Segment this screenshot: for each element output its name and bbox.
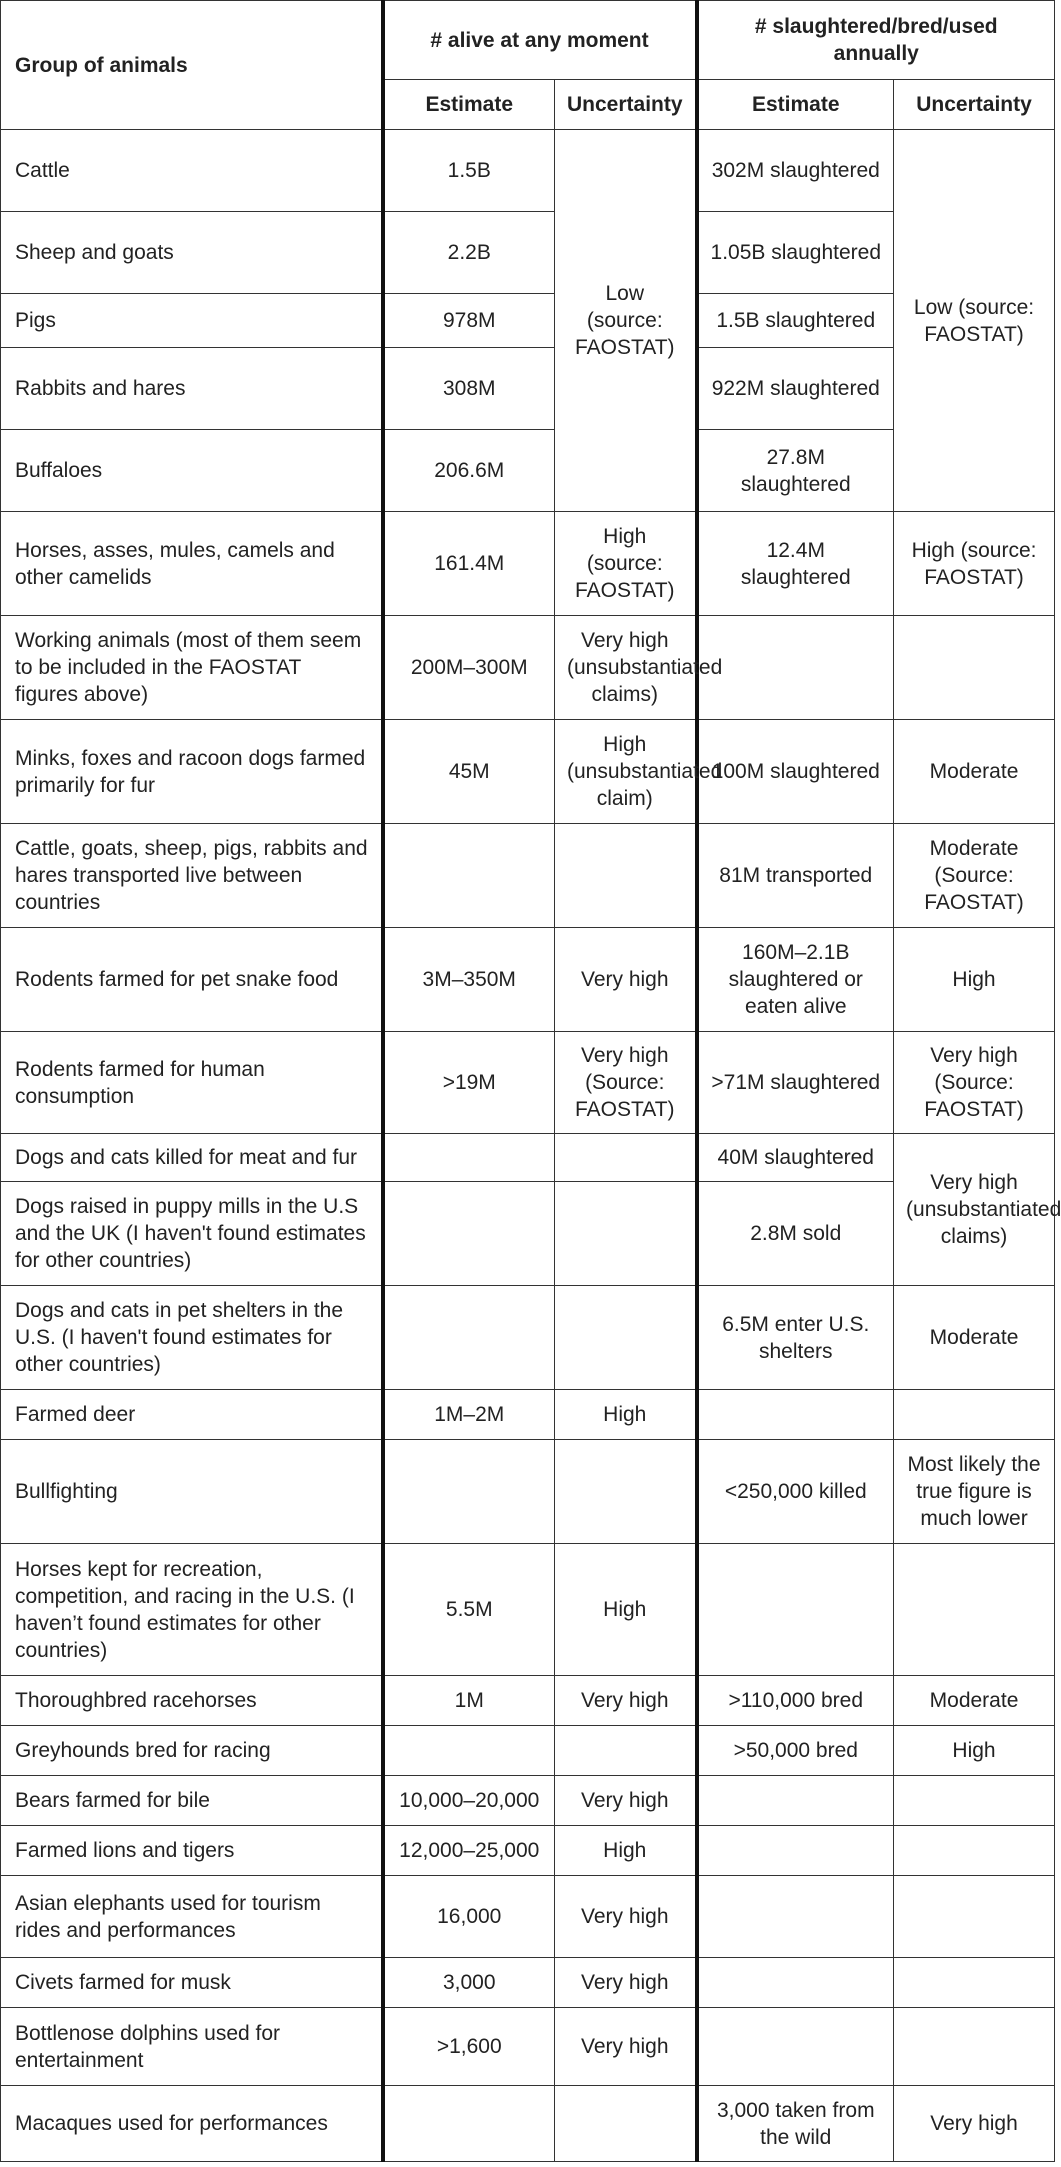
group-cell: Dogs and cats in pet shelters in the U.S. (I haven't found estimates for other countries) [1, 1286, 383, 1390]
slaughtered-uncertainty-cell: Very high (unsubstantiated claims) [894, 1134, 1055, 1286]
group-cell: Dogs and cats killed for meat and fur [1, 1134, 383, 1182]
group-cell: Cattle [1, 130, 383, 212]
table-row [1, 720, 1055, 824]
alive-estimate-header: Estimate [383, 80, 555, 130]
slaughtered-estimate-cell: <250,000 killed [697, 1440, 894, 1544]
alive-uncertainty-cell: Very high [555, 1676, 697, 1726]
alive-uncertainty-cell: Very high [555, 1958, 697, 2008]
group-cell: Bullfighting [1, 1440, 383, 1544]
slaughtered-estimate-cell [697, 1776, 894, 1826]
slaughtered-estimate-header: Estimate [697, 80, 894, 130]
slaughtered-estimate-cell: >71M slaughtered [697, 1032, 894, 1134]
table-row [1, 1726, 1055, 1776]
alive-estimate-cell: 12,000–25,000 [383, 1826, 555, 1876]
group-cell: Civets farmed for musk [1, 1958, 383, 2008]
slaughtered-estimate-cell: >110,000 bred [697, 1676, 894, 1726]
table-row [1, 928, 1055, 1032]
alive-uncertainty-cell [555, 1726, 697, 1776]
slaughtered-estimate-cell [697, 1826, 894, 1876]
group-cell: Rodents farmed for human consumption [1, 1032, 383, 1134]
alive-uncertainty-cell [555, 1134, 697, 1182]
alive-estimate-cell: 16,000 [383, 1876, 555, 1958]
alive-uncertainty-cell: Very high (Source: FAOSTAT) [555, 1032, 697, 1134]
alive-estimate-cell: 308M [383, 348, 555, 430]
alive-estimate-cell [383, 1286, 555, 1390]
alive-uncertainty-cell [555, 824, 697, 928]
slaughtered-uncertainty-cell [894, 1544, 1055, 1676]
slaughtered-estimate-cell: 6.5M enter U.S. shelters [697, 1286, 894, 1390]
alive-uncertainty-cell: Low (source: FAOSTAT) [555, 130, 697, 512]
alive-at-any-moment-header: # alive at any moment [383, 1, 697, 80]
slaughtered-estimate-cell [697, 1390, 894, 1440]
group-cell: Thoroughbred racehorses [1, 1676, 383, 1726]
alive-uncertainty-cell: High (source: FAOSTAT) [555, 512, 697, 616]
slaughtered-uncertainty-cell: Moderate [894, 1676, 1055, 1726]
alive-estimate-cell [383, 824, 555, 928]
table-row [1, 130, 1055, 212]
alive-estimate-cell: 2.2B [383, 212, 555, 294]
alive-uncertainty-cell: High [555, 1544, 697, 1676]
slaughtered-estimate-cell: >50,000 bred [697, 1726, 894, 1776]
slaughtered-estimate-cell [697, 616, 894, 720]
alive-estimate-cell: 3,000 [383, 1958, 555, 2008]
slaughtered-estimate-cell: 1.5B slaughtered [697, 294, 894, 348]
slaughtered-estimate-cell: 81M transported [697, 824, 894, 928]
alive-uncertainty-cell [555, 1286, 697, 1390]
slaughtered-estimate-cell: 1.05B slaughtered [697, 212, 894, 294]
slaughtered-uncertainty-cell: Very high (Source: FAOSTAT) [894, 1032, 1055, 1134]
alive-estimate-cell: 1M–2M [383, 1390, 555, 1440]
alive-estimate-cell [383, 1726, 555, 1776]
slaughtered-uncertainty-cell [894, 1876, 1055, 1958]
slaughtered-uncertainty-cell [894, 2008, 1055, 2086]
alive-estimate-cell: >1,600 [383, 2008, 555, 2086]
alive-estimate-cell: 10,000–20,000 [383, 1776, 555, 1826]
group-of-animals-header: Group of animals [1, 1, 383, 130]
group-cell: Rodents farmed for pet snake food [1, 928, 383, 1032]
alive-uncertainty-cell [555, 1440, 697, 1544]
group-cell: Pigs [1, 294, 383, 348]
slaughtered-estimate-cell: 40M slaughtered [697, 1134, 894, 1182]
group-cell: Sheep and goats [1, 212, 383, 294]
group-cell: Bottlenose dolphins used for entertainment [1, 2008, 383, 2086]
slaughtered-uncertainty-cell: High (source: FAOSTAT) [894, 512, 1055, 616]
slaughtered-estimate-cell: 12.4M slaughtered [697, 512, 894, 616]
table-row [1, 1676, 1055, 1726]
table-row [1, 1286, 1055, 1390]
slaughtered-estimate-cell: 2.8M sold [697, 1182, 894, 1286]
slaughtered-estimate-cell: 922M slaughtered [697, 348, 894, 430]
group-cell: Minks, foxes and racoon dogs farmed primarily for fur [1, 720, 383, 824]
group-cell: Buffaloes [1, 430, 383, 512]
alive-estimate-cell: 978M [383, 294, 555, 348]
group-cell: Macaques used for performances [1, 2086, 383, 2162]
slaughtered-uncertainty-cell [894, 616, 1055, 720]
alive-estimate-cell: 1.5B [383, 130, 555, 212]
alive-estimate-cell [383, 2086, 555, 2162]
table-row [1, 1876, 1055, 1958]
slaughtered-uncertainty-cell [894, 1826, 1055, 1876]
slaughtered-estimate-cell: 160M–2.1B slaughtered or eaten alive [697, 928, 894, 1032]
alive-estimate-cell: >19M [383, 1032, 555, 1134]
table-row [1, 616, 1055, 720]
alive-uncertainty-cell [555, 2086, 697, 2162]
group-cell: Rabbits and hares [1, 348, 383, 430]
alive-estimate-cell: 200M–300M [383, 616, 555, 720]
alive-uncertainty-header: Uncertainty [555, 80, 697, 130]
table-row [1, 2008, 1055, 2086]
alive-uncertainty-cell: Very high [555, 1876, 697, 1958]
group-cell: Farmed lions and tigers [1, 1826, 383, 1876]
slaughtered-uncertainty-cell: Moderate (Source: FAOSTAT) [894, 824, 1055, 928]
slaughtered-uncertainty-cell: High [894, 1726, 1055, 1776]
alive-estimate-cell: 161.4M [383, 512, 555, 616]
group-cell: Farmed deer [1, 1390, 383, 1440]
slaughtered-annually-header: # slaughtered/bred/used annually [697, 1, 1055, 80]
alive-estimate-cell: 3M–350M [383, 928, 555, 1032]
table-row [1, 1544, 1055, 1676]
alive-estimate-cell [383, 1134, 555, 1182]
table-row [1, 1032, 1055, 1134]
alive-uncertainty-cell: Very high [555, 1776, 697, 1826]
slaughtered-uncertainty-cell: High [894, 928, 1055, 1032]
table-row [1, 1440, 1055, 1544]
alive-uncertainty-cell: Very high (unsubstantiated claims) [555, 616, 697, 720]
alive-estimate-cell: 45M [383, 720, 555, 824]
slaughtered-uncertainty-cell: Very high [894, 2086, 1055, 2162]
alive-estimate-cell [383, 1440, 555, 1544]
slaughtered-estimate-cell: 3,000 taken from the wild [697, 2086, 894, 2162]
alive-estimate-cell: 206.6M [383, 430, 555, 512]
table-row [1, 1134, 1055, 1182]
alive-uncertainty-cell: High [555, 1826, 697, 1876]
alive-uncertainty-cell: Very high [555, 2008, 697, 2086]
slaughtered-estimate-cell: 27.8M slaughtered [697, 430, 894, 512]
table-row [1, 1390, 1055, 1440]
alive-uncertainty-cell: Very high [555, 928, 697, 1032]
alive-estimate-cell: 1M [383, 1676, 555, 1726]
group-cell: Cattle, goats, sheep, pigs, rabbits and hares transported live between countries [1, 824, 383, 928]
slaughtered-estimate-cell [697, 1958, 894, 2008]
group-cell: Horses, asses, mules, camels and other camelids [1, 512, 383, 616]
alive-uncertainty-cell [555, 1182, 697, 1286]
slaughtered-uncertainty-cell: Most likely the true figure is much lower [894, 1440, 1055, 1544]
alive-estimate-cell [383, 1182, 555, 1286]
slaughtered-estimate-cell: 100M slaughtered [697, 720, 894, 824]
table-row [1, 2086, 1055, 2162]
table-row [1, 1826, 1055, 1876]
slaughtered-uncertainty-cell [894, 1776, 1055, 1826]
slaughtered-uncertainty-cell: Moderate [894, 720, 1055, 824]
slaughtered-uncertainty-cell: Moderate [894, 1286, 1055, 1390]
group-cell: Greyhounds bred for racing [1, 1726, 383, 1776]
alive-estimate-cell: 5.5M [383, 1544, 555, 1676]
group-cell: Dogs raised in puppy mills in the U.S and the UK (I haven't found estimates for other countries) [1, 1182, 383, 1286]
slaughtered-uncertainty-header: Uncertainty [894, 80, 1055, 130]
group-cell: Working animals (most of them seem to be included in the FAOSTAT figures above) [1, 616, 383, 720]
table-row [1, 1776, 1055, 1826]
slaughtered-uncertainty-cell [894, 1390, 1055, 1440]
slaughtered-estimate-cell [697, 1876, 894, 1958]
alive-uncertainty-cell: High (unsubstantiated claim) [555, 720, 697, 824]
slaughtered-uncertainty-cell [894, 1958, 1055, 2008]
group-cell: Asian elephants used for tourism rides and performances [1, 1876, 383, 1958]
table-row [1, 1958, 1055, 2008]
slaughtered-estimate-cell: 302M slaughtered [697, 130, 894, 212]
table-row [1, 824, 1055, 928]
alive-uncertainty-cell: High [555, 1390, 697, 1440]
group-cell: Bears farmed for bile [1, 1776, 383, 1826]
slaughtered-estimate-cell [697, 2008, 894, 2086]
slaughtered-uncertainty-cell: Low (source: FAOSTAT) [894, 130, 1055, 512]
slaughtered-estimate-cell [697, 1544, 894, 1676]
group-cell: Horses kept for recreation, competition, and racing in the U.S. (I haven’t found estimates for other countries) [1, 1544, 383, 1676]
table-row [1, 512, 1055, 616]
